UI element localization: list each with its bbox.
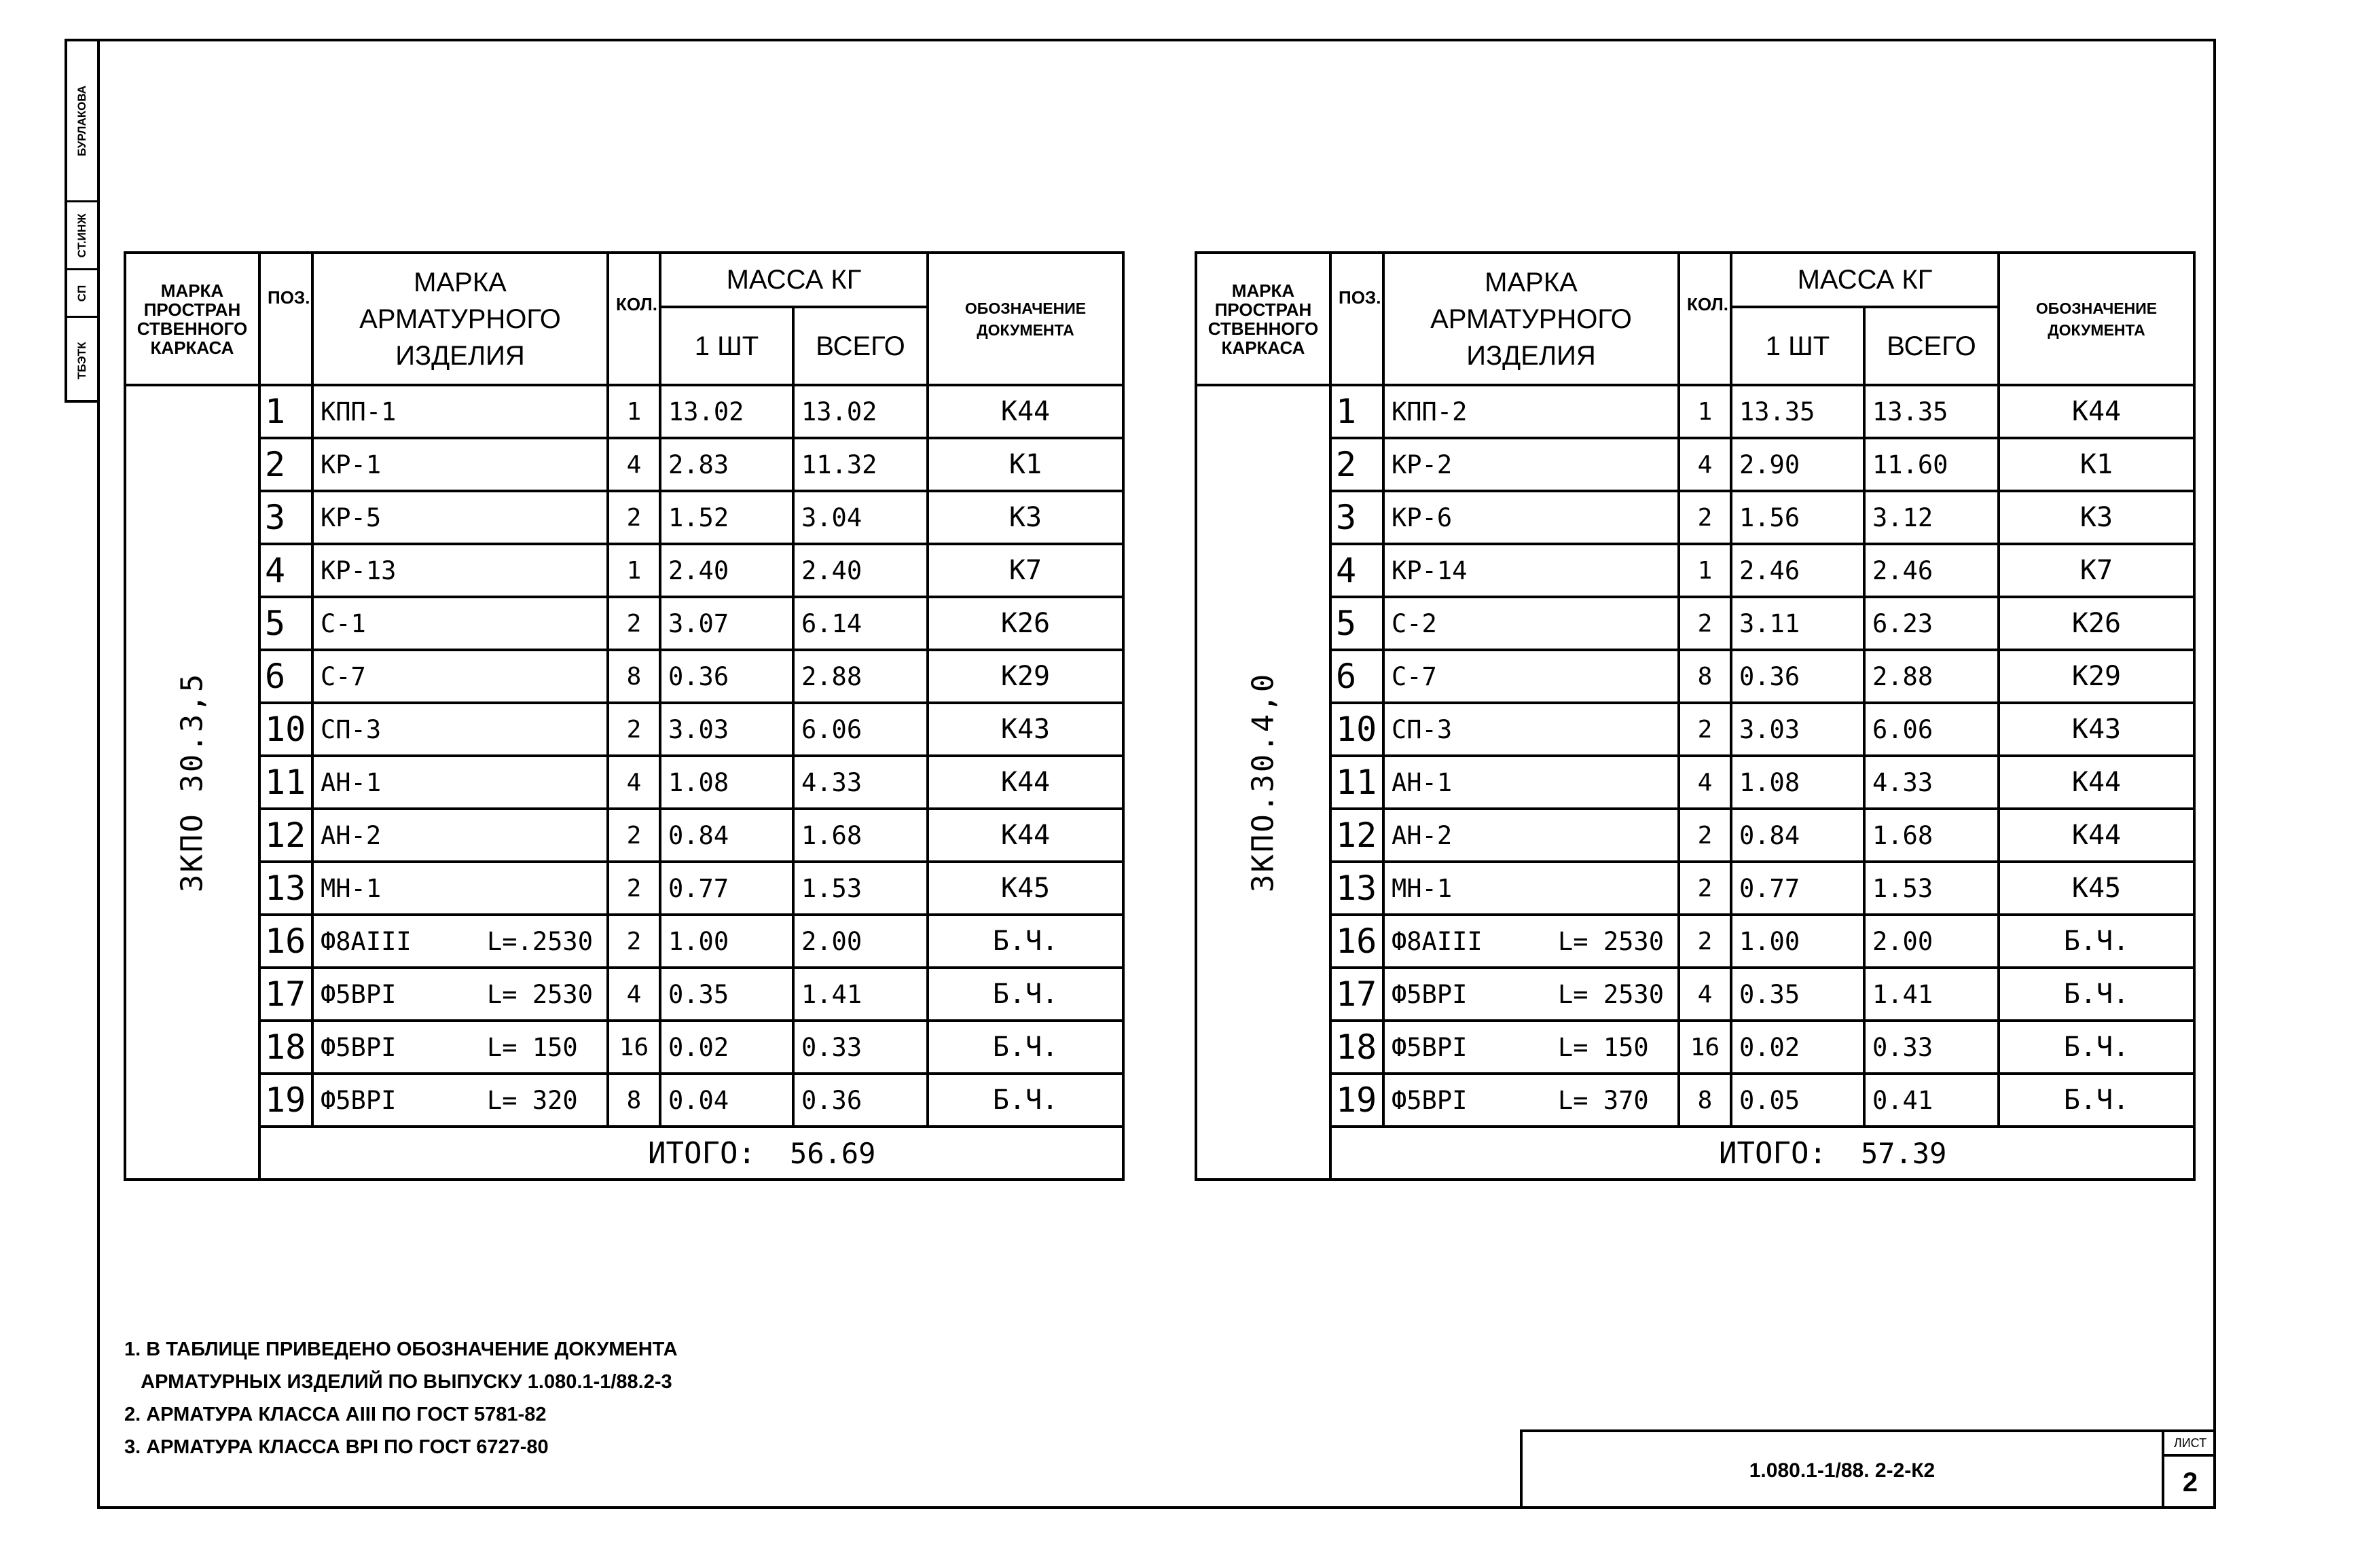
doc-cell: К1 [1999,438,2194,491]
qty-cell: 4 [608,756,660,809]
total-row [125,1127,1123,1180]
table-row [125,862,1123,915]
pos-cell: 6 [1330,650,1383,703]
item-mark-cell: Ф5ВРI L= 150 [312,1021,608,1074]
mass-unit-cell: 1.08 [1731,756,1864,809]
qty-cell: 8 [1679,650,1731,703]
side-stamp-cell [67,318,97,403]
qty-cell: 2 [1679,597,1731,650]
qty-cell: 2 [1679,862,1731,915]
item-mark-header: МАРКА АРМАТУРНОГО ИЗДЕЛИЯ [312,253,608,385]
item-mark-cell: КПП-1 [312,385,608,438]
mass-unit-cell: 0.02 [660,1021,793,1074]
notes [124,1333,678,1463]
mass-unit-cell: 1.00 [1731,915,1864,968]
doc-cell: К29 [1999,650,2194,703]
item-mark-cell: АН-2 [312,809,608,862]
qty-cell: 2 [1679,703,1731,756]
item-mark-cell: Ф5ВРI L= 370 [1383,1074,1679,1127]
pos-cell: 18 [1330,1021,1383,1074]
qty-cell: 2 [1679,491,1731,544]
pos-cell: 12 [1330,809,1383,862]
item-mark-cell: АН-2 [1383,809,1679,862]
item-mark-cell: АН-1 [312,756,608,809]
table-row [125,1074,1123,1127]
mass-unit-cell: 2.46 [1731,544,1864,597]
table-row [125,597,1123,650]
qty-cell: 2 [608,703,660,756]
mass-total-cell: 6.06 [793,703,928,756]
mass-total-cell: 0.33 [1864,1021,1999,1074]
doc-cell: Б.Ч. [928,915,1123,968]
item-mark-cell: КР-14 [1383,544,1679,597]
doc-cell: К1 [928,438,1123,491]
sheet-label: ЛИСТ [2164,1432,2216,1457]
doc-cell: Б.Ч. [1999,1021,2194,1074]
doc-cell: К44 [928,809,1123,862]
doc-cell: К45 [1999,862,2194,915]
doc-cell: Б.Ч. [1999,915,2194,968]
qty-cell: 4 [608,968,660,1021]
side-stamp-cell [67,41,97,202]
doc-cell: Б.Ч. [1999,968,2194,1021]
qty-cell: 16 [1679,1021,1731,1074]
pos-cell: 12 [259,809,312,862]
side-stamp [65,39,97,403]
title-block [1520,1429,2216,1509]
mass-unit-cell: 0.04 [660,1074,793,1127]
mass-total-header: ВСЕГО [793,307,928,385]
qty-header: КОЛ. [608,253,660,385]
frame-mark-value: 3КПО.30.4,0 [1246,672,1281,893]
qty-cell: 4 [1679,968,1731,1021]
mass-total-cell: 6.14 [793,597,928,650]
pos-cell: 10 [1330,703,1383,756]
table-row [1196,968,2194,1021]
table-row [125,1021,1123,1074]
mass-total-cell: 2.46 [1864,544,1999,597]
table-row [1196,491,2194,544]
pos-cell: 19 [1330,1074,1383,1127]
qty-cell: 4 [1679,438,1731,491]
qty-cell: 2 [1679,809,1731,862]
pos-header: ПОЗ. [259,253,312,385]
table-row [125,650,1123,703]
mass-unit-cell: 2.90 [1731,438,1864,491]
qty-cell: 1 [608,544,660,597]
doc-header: ОБОЗНАЧЕНИЕ ДОКУМЕНТА [928,253,1123,385]
side-stamp-text: СП [75,285,88,302]
frame-mark-cell [125,385,259,1180]
pos-cell: 17 [259,968,312,1021]
qty-cell: 2 [608,597,660,650]
mass-unit-cell: 0.02 [1731,1021,1864,1074]
item-mark-cell: Ф5ВРI L= 2530 [312,968,608,1021]
mass-unit-cell: 0.84 [1731,809,1864,862]
item-mark-cell: КР-13 [312,544,608,597]
pos-cell: 4 [259,544,312,597]
side-stamp-cell [67,202,97,270]
item-mark-cell: Ф8АIII L= 2530 [1383,915,1679,968]
side-stamp-cell [67,270,97,318]
table-row [1196,1074,2194,1127]
mass-total-cell: 2.88 [1864,650,1999,703]
table-row [125,756,1123,809]
mass-total-cell: 13.35 [1864,385,1999,438]
item-mark-cell: КР-2 [1383,438,1679,491]
doc-header: ОБОЗНАЧЕНИЕ ДОКУМЕНТА [1999,253,2194,385]
table-row [1196,915,2194,968]
item-mark-cell: МН-1 [1383,862,1679,915]
frame-mark-cell [1196,385,1330,1180]
doc-cell: К44 [1999,385,2194,438]
mass-unit-cell: 2.83 [660,438,793,491]
item-mark-cell: СП-3 [312,703,608,756]
mass-total-cell: 2.00 [1864,915,1999,968]
mass-total-cell: 1.68 [1864,809,1999,862]
pos-cell: 19 [259,1074,312,1127]
pos-cell: 13 [259,862,312,915]
item-mark-cell: С-7 [1383,650,1679,703]
doc-cell: Б.Ч. [928,968,1123,1021]
side-stamp-text: БУРЛАКОВА [75,85,88,157]
note-line: 2. АРМАТУРА КЛАССА АIII ПО ГОСТ 5781-82 [124,1404,547,1425]
item-mark-cell: МН-1 [312,862,608,915]
item-mark-cell: КР-5 [312,491,608,544]
item-mark-cell: СП-3 [1383,703,1679,756]
pos-cell: 16 [259,915,312,968]
item-mark-cell: Ф5ВРI L= 150 [1383,1021,1679,1074]
mass-total-cell: 1.41 [1864,968,1999,1021]
mass-header: МАССА КГ [660,253,928,307]
note-line: 3. АРМАТУРА КЛАССА ВРI ПО ГОСТ 6727-80 [124,1436,549,1458]
mass-total-header: ВСЕГО [1864,307,1999,385]
pos-cell: 16 [1330,915,1383,968]
pos-cell: 10 [259,703,312,756]
note-line: АРМАТУРНЫХ ИЗДЕЛИЙ ПО ВЫПУСКУ 1.080.1-1/88.2-3 [124,1371,672,1393]
doc-cell: К44 [928,756,1123,809]
mass-unit-cell: 0.35 [1731,968,1864,1021]
mass-unit-cell: 1.56 [1731,491,1864,544]
mass-unit-cell: 0.36 [660,650,793,703]
mass-total-cell: 0.36 [793,1074,928,1127]
qty-cell: 1 [1679,544,1731,597]
doc-cell: К44 [1999,809,2194,862]
mass-unit-cell: 13.02 [660,385,793,438]
pos-cell: 2 [259,438,312,491]
qty-cell: 2 [1679,915,1731,968]
qty-cell: 2 [608,915,660,968]
table-row [1196,756,2194,809]
mass-total-cell: 11.60 [1864,438,1999,491]
table-row [125,703,1123,756]
mass-total-cell: 6.23 [1864,597,1999,650]
table-row [125,915,1123,968]
mass-unit-cell: 0.36 [1731,650,1864,703]
doc-cell: К26 [1999,597,2194,650]
doc-cell: К7 [1999,544,2194,597]
item-mark-cell: Ф5ВРI L= 320 [312,1074,608,1127]
table-row [125,968,1123,1021]
pos-cell: 13 [1330,862,1383,915]
mass-total-cell: 0.41 [1864,1074,1999,1127]
table-row [1196,862,2194,915]
mass-unit-cell: 3.03 [660,703,793,756]
qty-cell: 4 [608,438,660,491]
item-mark-cell: АН-1 [1383,756,1679,809]
qty-cell: 8 [608,650,660,703]
item-mark-cell: КР-6 [1383,491,1679,544]
mass-total-cell: 2.40 [793,544,928,597]
item-mark-cell: С-1 [312,597,608,650]
doc-cell: К29 [928,650,1123,703]
mass-header: МАССА КГ [1731,253,1999,307]
pos-cell: 1 [259,385,312,438]
mass-unit-cell: 0.77 [1731,862,1864,915]
mass-unit-cell: 2.40 [660,544,793,597]
table-row [1196,650,2194,703]
mass-total-cell: 3.04 [793,491,928,544]
doc-cell: Б.Ч. [928,1021,1123,1074]
doc-cell: К45 [928,862,1123,915]
mass-total-cell: 4.33 [793,756,928,809]
total-label: ИТОГО: [1719,1135,1827,1171]
mass-unit-cell: 0.35 [660,968,793,1021]
item-mark-cell: Ф8АIII L=.2530 [312,915,608,968]
mass-total-cell: 6.06 [1864,703,1999,756]
mass-unit-cell: 1.00 [660,915,793,968]
table-row [1196,1021,2194,1074]
mass-unit-cell: 1.08 [660,756,793,809]
table-row [1196,544,2194,597]
table-row [1196,703,2194,756]
doc-cell: К44 [1999,756,2194,809]
item-mark-cell: КПП-2 [1383,385,1679,438]
mass-unit-cell: 0.84 [660,809,793,862]
mass-total-cell: 2.88 [793,650,928,703]
mass-total-cell: 11.32 [793,438,928,491]
pos-cell: 1 [1330,385,1383,438]
doc-cell: Б.Ч. [1999,1074,2194,1127]
qty-cell: 2 [608,862,660,915]
table-row [125,385,1123,438]
mass-unit-cell: 0.77 [660,862,793,915]
total-cell [259,1127,1123,1180]
pos-cell: 11 [259,756,312,809]
frame-mark-value: 3КПО 30.3,5 [175,672,210,893]
pos-cell: 11 [1330,756,1383,809]
qty-cell: 8 [608,1074,660,1127]
doc-cell: К7 [928,544,1123,597]
mass-total-cell: 13.02 [793,385,928,438]
note-line: 1. В ТАБЛИЦЕ ПРИВЕДЕНО ОБОЗНАЧЕНИЕ ДОКУМЕНТА [124,1338,678,1360]
mass-total-cell: 4.33 [1864,756,1999,809]
doc-cell: К43 [1999,703,2194,756]
pos-cell: 3 [259,491,312,544]
item-mark-header: МАРКА АРМАТУРНОГО ИЗДЕЛИЯ [1383,253,1679,385]
pos-cell: 17 [1330,968,1383,1021]
doc-cell: К3 [1999,491,2194,544]
qty-cell: 1 [608,385,660,438]
qty-cell: 16 [608,1021,660,1074]
pos-cell: 5 [259,597,312,650]
document-code: 1.080.1-1/88. 2-2-К2 [1523,1432,2164,1509]
mass-unit-cell: 3.11 [1731,597,1864,650]
total-cell [1330,1127,2194,1180]
sheet-number: 2 [2182,1467,2198,1497]
side-stamp-text: СТ.ИНЖ [75,213,88,257]
mass-unit-header: 1 ШТ [1731,307,1864,385]
pos-cell: 5 [1330,597,1383,650]
item-mark-cell: КР-1 [312,438,608,491]
mass-total-cell: 2.00 [793,915,928,968]
qty-cell: 4 [1679,756,1731,809]
total-value: 57.39 [1860,1136,1947,1170]
item-mark-cell: С-2 [1383,597,1679,650]
table-row [1196,385,2194,438]
table-row [1196,809,2194,862]
item-mark-cell: С-7 [312,650,608,703]
qty-header: КОЛ. [1679,253,1731,385]
table-row [125,438,1123,491]
doc-cell: К43 [928,703,1123,756]
side-stamp-text: ТБЭТК [75,341,88,380]
frame-mark-header: МАРКА ПРОСТРАН СТВЕННОГО КАРКАСА [1196,253,1330,385]
mass-total-cell: 1.68 [793,809,928,862]
doc-cell: Б.Ч. [928,1074,1123,1127]
mass-unit-cell: 13.35 [1731,385,1864,438]
mass-total-cell: 3.12 [1864,491,1999,544]
pos-cell: 2 [1330,438,1383,491]
doc-cell: К3 [928,491,1123,544]
table-row [125,544,1123,597]
mass-total-cell: 0.33 [793,1021,928,1074]
qty-cell: 8 [1679,1074,1731,1127]
mass-total-cell: 1.53 [793,862,928,915]
mass-unit-cell: 0.05 [1731,1074,1864,1127]
mass-unit-cell: 3.07 [660,597,793,650]
item-mark-cell: Ф5ВРI L= 2530 [1383,968,1679,1021]
pos-cell: 4 [1330,544,1383,597]
mass-total-cell: 1.53 [1864,862,1999,915]
qty-cell: 2 [608,809,660,862]
pos-cell: 3 [1330,491,1383,544]
total-value: 56.69 [789,1136,876,1170]
mass-unit-cell: 1.52 [660,491,793,544]
mass-total-cell: 1.41 [793,968,928,1021]
spec-table-right [1195,251,2196,1181]
spec-table-left [124,251,1125,1181]
pos-cell: 18 [259,1021,312,1074]
total-row [1196,1127,2194,1180]
frame-mark-header: МАРКА ПРОСТРАН СТВЕННОГО КАРКАСА [125,253,259,385]
doc-cell: К26 [928,597,1123,650]
table-row [1196,438,2194,491]
pos-header: ПОЗ. [1330,253,1383,385]
total-label: ИТОГО: [648,1135,756,1171]
qty-cell: 2 [608,491,660,544]
qty-cell: 1 [1679,385,1731,438]
mass-unit-header: 1 ШТ [660,307,793,385]
table-row [125,809,1123,862]
mass-unit-cell: 3.03 [1731,703,1864,756]
doc-cell: К44 [928,385,1123,438]
pos-cell: 6 [259,650,312,703]
table-row [1196,597,2194,650]
table-row [125,491,1123,544]
